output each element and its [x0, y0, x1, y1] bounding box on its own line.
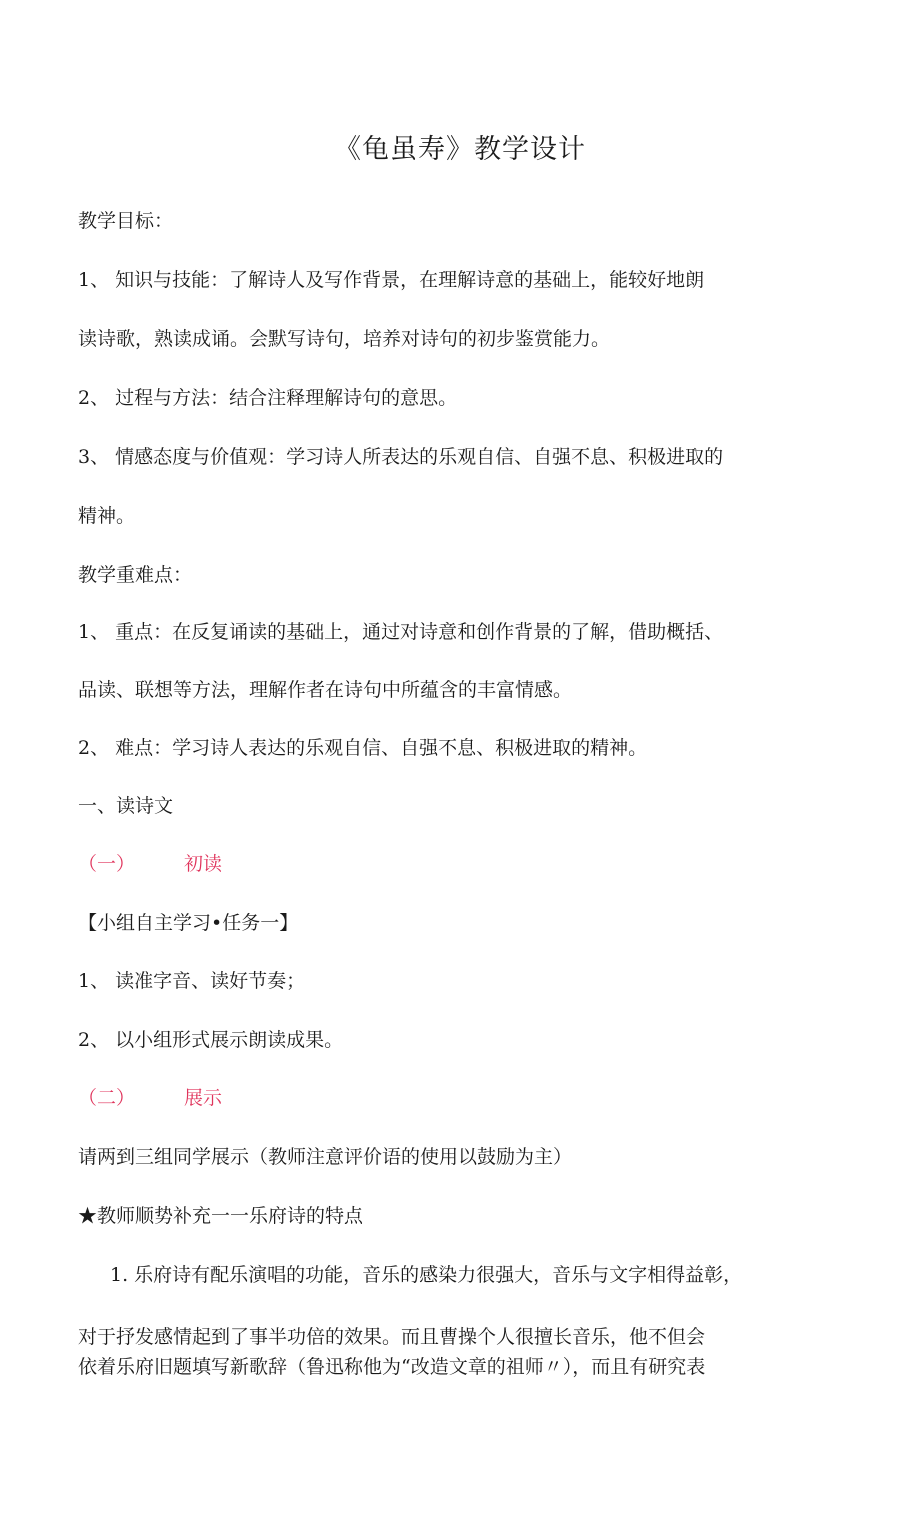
yuefu-point-1-line-1: 1. 乐府诗有配乐演唱的功能，音乐的感染力很强大，音乐与文字相得益彰，: [110, 1264, 743, 1286]
yuefu-point-1-line-3: 依着乐府旧题填写新歌辞（鲁迅称他为“改造文章的祖师〃），而且有研究表: [78, 1356, 706, 1378]
objectives-heading: 教学目标：: [78, 210, 174, 232]
key-point-1-line-1: 1、 重点：在反复诵读的基础上，通过对诗意和创作背景的了解，借助概括、: [78, 621, 724, 643]
task-item-2: 2、 以小组形式展示朗读成果。: [78, 1029, 344, 1051]
section-2-heading: [78, 1085, 222, 1111]
section-1-label: 初读: [184, 853, 223, 875]
objective-3-line-1: 3、 情感态度与价值观：学习诗人所表达的乐观自信、自强不息、积极进取的: [78, 446, 724, 468]
document-title: 《龟虽寿》教学设计: [334, 134, 586, 165]
teacher-supplement: ★教师顺势补充一一乐府诗的特点: [78, 1205, 364, 1227]
key-point-1-line-2: 品读、联想等方法，理解作者在诗句中所蕴含的丰富情感。: [78, 679, 573, 701]
task-item-1: 1、 读准字音、读好节奏；: [78, 970, 306, 992]
section-1-number: （一）: [78, 853, 136, 875]
key-points-heading: 教学重难点：: [78, 564, 193, 586]
objective-1-line-1: 1、 知识与技能：了解诗人及写作背景，在理解诗意的基础上，能较好地朗: [78, 269, 705, 291]
section-1-heading: [78, 851, 222, 877]
section-2-number: （二）: [78, 1087, 136, 1109]
presentation-note: 请两到三组同学展示（教师注意评价语的使用以鼓励为主）: [78, 1146, 573, 1168]
key-point-2: 2、 难点：学习诗人表达的乐观自信、自强不息、积极进取的精神。: [78, 737, 648, 759]
section-2-label: 展示: [184, 1087, 223, 1109]
objective-2: 2、 过程与方法：结合注释理解诗句的意思。: [78, 387, 458, 409]
yuefu-point-1-line-2: 对于抒发感情起到了事半功倍的效果。而且曹操个人很擅长音乐，他不但会: [78, 1326, 706, 1348]
objective-1-line-2: 读诗歌，熟读成诵。会默写诗句，培养对诗句的初步鉴赏能力。: [78, 328, 611, 350]
task-heading: 【小组自主学习•任务一】: [78, 912, 299, 934]
part-one-heading: 一、读诗文: [78, 795, 174, 817]
objective-3-line-2: 精神。: [78, 505, 136, 527]
